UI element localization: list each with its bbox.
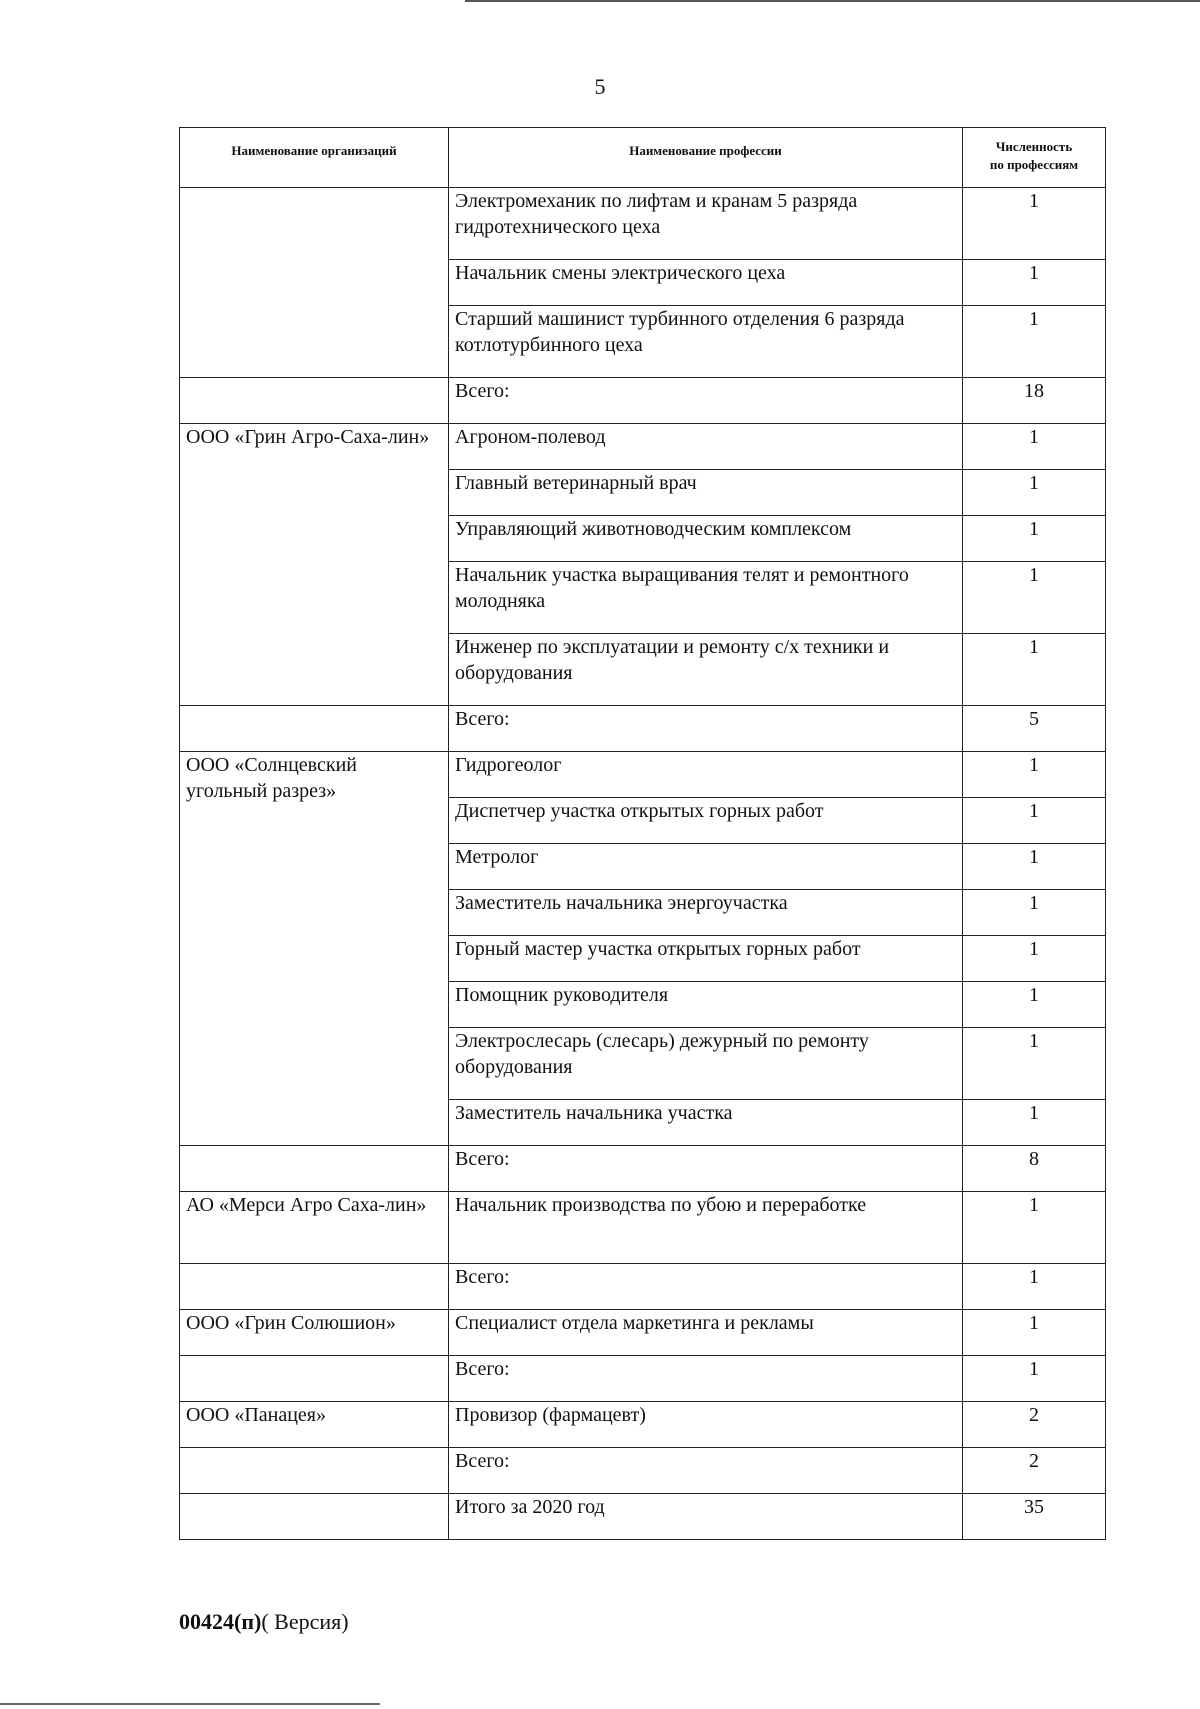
page-number: 5 [594, 74, 606, 99]
subtotal-row [180, 1264, 1106, 1310]
profession-cell: Метролог [449, 844, 963, 890]
count-cell: 1 [963, 752, 1106, 798]
grand-total-label: Итого за 2020 год [449, 1494, 963, 1540]
count-cell: 1 [963, 188, 1106, 260]
grand-total-value: 35 [963, 1494, 1106, 1540]
profession-cell: Гидрогеолог [449, 752, 963, 798]
profession-cell: Диспетчер участка открытых горных работ [449, 798, 963, 844]
subtotal-label: Всего: [449, 1448, 963, 1494]
organization-cell: ООО «Грин Солюшион» [180, 1310, 449, 1356]
subtotal-value: 5 [963, 706, 1106, 752]
header-count-line2: по профессиям [989, 157, 1079, 172]
table-row [180, 188, 1106, 260]
profession-cell: Начальник смены электрического цеха [449, 260, 963, 306]
count-cell: 1 [963, 890, 1106, 936]
organization-cell: ООО «Солнцевский угольный разрез» [180, 752, 449, 1146]
profession-cell: Электромеханик по лифтам и кранам 5 разряда гидротехнического цеха [449, 188, 963, 260]
table-row [180, 1192, 1106, 1264]
table-header-row [180, 128, 1106, 188]
count-cell: 2 [963, 1402, 1106, 1448]
organization-cell: ООО «Панацея» [180, 1402, 449, 1448]
subtotal-empty-cell [180, 706, 449, 752]
subtotal-label: Всего: [449, 1264, 963, 1310]
subtotal-value: 1 [963, 1264, 1106, 1310]
subtotal-row [180, 1356, 1106, 1402]
document-footer [179, 1609, 349, 1635]
subtotal-label: Всего: [449, 378, 963, 424]
profession-cell: Управляющий животноводческим комплексом [449, 516, 963, 562]
count-cell: 1 [963, 424, 1106, 470]
organization-cell [180, 188, 449, 378]
subtotal-row [180, 1146, 1106, 1192]
subtotal-empty-cell [180, 378, 449, 424]
count-cell: 1 [963, 844, 1106, 890]
profession-cell: Заместитель начальника энергоучастка [449, 890, 963, 936]
table-row [180, 1402, 1106, 1448]
profession-cell: Начальник производства по убою и переработке [449, 1192, 963, 1264]
profession-cell: Агроном-полевод [449, 424, 963, 470]
profession-cell: Электрослесарь (слесарь) дежурный по ремонту оборудования [449, 1028, 963, 1100]
count-cell: 1 [963, 516, 1106, 562]
table-row [180, 752, 1106, 798]
footer-version: ( Версия) [261, 1609, 349, 1634]
header-count [963, 128, 1106, 188]
count-cell: 1 [963, 936, 1106, 982]
grand-total-row [180, 1494, 1106, 1540]
grand-total-empty-cell [180, 1494, 449, 1540]
header-profession: Наименование профессии [449, 128, 963, 188]
profession-cell: Инженер по эксплуатации и ремонту с/х техники и оборудования [449, 634, 963, 706]
organization-cell: АО «Мерси Агро Саха-лин» [180, 1192, 449, 1264]
count-cell: 1 [963, 260, 1106, 306]
count-cell: 1 [963, 1028, 1106, 1100]
count-cell: 1 [963, 306, 1106, 378]
count-cell: 1 [963, 562, 1106, 634]
subtotal-row [180, 378, 1106, 424]
scan-edge-bottom [0, 1703, 380, 1705]
subtotal-value: 8 [963, 1146, 1106, 1192]
subtotal-empty-cell [180, 1448, 449, 1494]
subtotal-value: 2 [963, 1448, 1106, 1494]
subtotal-empty-cell [180, 1264, 449, 1310]
subtotal-empty-cell [180, 1356, 449, 1402]
subtotal-label: Всего: [449, 706, 963, 752]
table-row [180, 1310, 1106, 1356]
professions-table [179, 127, 1106, 1540]
subtotal-row [180, 706, 1106, 752]
profession-cell: Главный ветеринарный врач [449, 470, 963, 516]
profession-cell: Специалист отдела маркетинга и рекламы [449, 1310, 963, 1356]
subtotal-row [180, 1448, 1106, 1494]
subtotal-label: Всего: [449, 1356, 963, 1402]
count-cell: 1 [963, 982, 1106, 1028]
subtotal-empty-cell [180, 1146, 449, 1192]
footer-code: 00424(п) [179, 1609, 262, 1634]
profession-cell: Помощник руководителя [449, 982, 963, 1028]
count-cell: 1 [963, 1310, 1106, 1356]
table-body [180, 188, 1106, 1540]
header-organization: Наименование организаций [180, 128, 449, 188]
profession-cell: Горный мастер участка открытых горных работ [449, 936, 963, 982]
profession-cell: Провизор (фармацевт) [449, 1402, 963, 1448]
header-count-line1: Численность [995, 139, 1073, 154]
count-cell: 1 [963, 634, 1106, 706]
subtotal-value: 1 [963, 1356, 1106, 1402]
organization-cell: ООО «Грин Агро-Саха-лин» [180, 424, 449, 706]
subtotal-value: 18 [963, 378, 1106, 424]
scan-edge-top [465, 0, 1200, 2]
profession-cell: Заместитель начальника участка [449, 1100, 963, 1146]
table-row [180, 424, 1106, 470]
profession-cell: Начальник участка выращивания телят и ремонтного молодняка [449, 562, 963, 634]
count-cell: 1 [963, 1192, 1106, 1264]
count-cell: 1 [963, 798, 1106, 844]
profession-cell: Старший машинист турбинного отделения 6 разряда котлотурбинного цеха [449, 306, 963, 378]
count-cell: 1 [963, 470, 1106, 516]
subtotal-label: Всего: [449, 1146, 963, 1192]
count-cell: 1 [963, 1100, 1106, 1146]
